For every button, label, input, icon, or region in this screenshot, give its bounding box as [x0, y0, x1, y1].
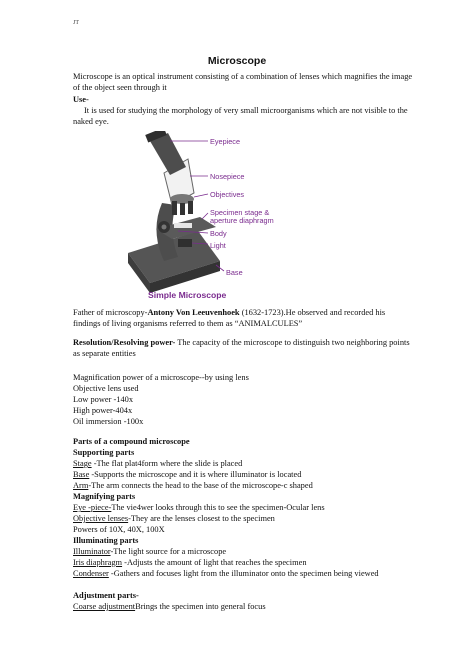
illuminating-heading: Illuminating parts	[73, 536, 139, 545]
coarse-term: Coarse adjustment	[73, 602, 136, 611]
father-name: Antony Von Leeuvenhoek	[147, 308, 240, 317]
magnification-line-5: Oil immersion -100x	[73, 417, 144, 426]
magnification-line-4: High power-404x	[73, 406, 133, 415]
adjustment-heading: Adjustment parts-	[73, 591, 139, 600]
magnification-line-1: Magnification power of a microscope--by using lens	[73, 373, 249, 382]
condenser-term: Condenser	[73, 569, 109, 578]
label-eyepiece: Eyepiece	[210, 137, 241, 146]
use-paragraph: It is used for studying the morphology of very small microorganisms which are not visible to the naked eye.	[73, 106, 408, 126]
label-nosepiece: Nosepiece	[210, 172, 245, 181]
microscope-diagram	[120, 131, 310, 311]
magnification-line-3: Low power -140x	[73, 395, 134, 404]
resolution-text: The capacity of the microscope to distinguish two neighboring points as separate entities	[73, 338, 410, 358]
magnifying-heading: Magnifying parts	[73, 492, 136, 501]
magnification-line-2: Objective lens used	[73, 384, 139, 393]
illuminator-line	[73, 547, 413, 558]
page-title: Microscope	[207, 55, 267, 67]
eyepiece-def: The vie4wer looks through this to see the specimen-Ocular lens	[111, 503, 325, 512]
father-prefix: Father of microscopy-	[73, 308, 148, 317]
condenser-def: -Gathers and focuses light from the illuminator onto the specimen being viewed	[108, 569, 379, 578]
header-mark: JT	[73, 20, 79, 26]
parts-heading: Parts of a compound microscope	[73, 437, 190, 446]
eyepiece-term: Eye -piece-	[73, 503, 112, 512]
base-term: Base	[73, 470, 90, 479]
eyepiece-line	[73, 503, 413, 514]
arm-line	[73, 481, 413, 492]
resolution-paragraph	[73, 338, 413, 359]
arm-def: -The arm connects the head to the base of the microscope-c shaped	[88, 481, 313, 490]
iris-term: Iris diaphragm	[73, 558, 123, 567]
stage-line	[73, 459, 413, 470]
definition-paragraph: Microscope is an optical instrument consisting of a combination of lenses which magnifies the image of the object seen through it	[73, 72, 413, 92]
stage-def: -The flat plat4form where the slide is placed	[91, 459, 243, 468]
father-suffix: (1632-1723).He observed and recorded his findings of living organisms referred to them as “ANIMALCULES”	[73, 308, 386, 328]
arm-term: Arm	[73, 481, 89, 490]
objective-term: Objective lenses	[73, 514, 129, 523]
illuminator-term: Illuminator	[73, 547, 111, 556]
coarse-line	[73, 602, 413, 613]
use-heading: Use-	[73, 95, 89, 104]
coarse-def: Brings the specimen into general focus	[135, 602, 266, 611]
light-source	[178, 239, 192, 247]
base-line	[73, 470, 413, 481]
iris-def: -Adjusts the amount of light that reaches the specimen	[122, 558, 307, 567]
stage-term: Stage	[73, 459, 92, 468]
condenser-line	[73, 569, 413, 580]
illuminator-def: -The light source for a microscope	[110, 547, 227, 556]
base-def: -Supports the microscope and it is where illuminator is located	[89, 470, 302, 479]
powers-line: Powers of 10X, 40X, 100X	[73, 525, 165, 534]
label-base: Base	[226, 268, 243, 277]
objective-line	[73, 514, 413, 525]
supporting-heading: Supporting parts	[73, 448, 135, 457]
figure-caption: Simple Microscope	[148, 290, 227, 300]
label-light: Light	[210, 241, 226, 250]
label-body: Body	[210, 229, 227, 238]
label-stage-2: aperture diaphragm	[210, 216, 274, 225]
resolution-heading: Resolution/Resolving power-	[73, 338, 176, 347]
father-paragraph	[73, 308, 413, 329]
label-stage-1: Specimen stage &	[210, 208, 270, 217]
objective-def: -They are the lenses closest to the specimen	[128, 514, 275, 523]
label-objectives: Objectives	[210, 190, 245, 199]
iris-line	[73, 558, 413, 569]
